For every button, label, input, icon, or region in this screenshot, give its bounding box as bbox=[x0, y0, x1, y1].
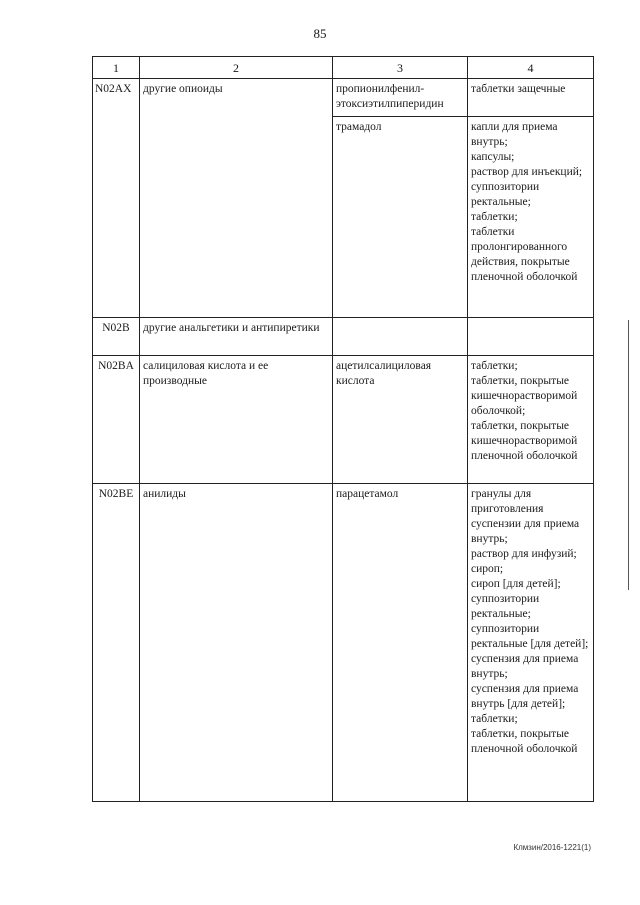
dosage-form-cell: капли для приема внутрь; капсулы; раствор для инъекций; суппозитории ректальные; таблетки; таблетки пролонгированного действия, покрытые пленочной оболочкой bbox=[468, 117, 594, 318]
table-row bbox=[93, 79, 594, 117]
substance-cell: трамадол bbox=[333, 117, 468, 318]
dosage-form-cell: таблетки; таблетки, покрытые кишечнорастворимой оболочкой; таблетки, покрытые кишечнорастворимой пленочной оболочкой bbox=[468, 356, 594, 484]
table-row bbox=[93, 484, 594, 802]
atc-code-cell: N02BA bbox=[93, 356, 140, 484]
atc-code-cell: N02BE bbox=[93, 484, 140, 802]
table-header-row bbox=[93, 57, 594, 79]
substance-cell: пропионилфенил-этоксиэтилпиперидин bbox=[333, 79, 468, 117]
document-reference-footer: Клмзин/2016-1221(1) bbox=[513, 843, 591, 852]
drug-classification-table bbox=[92, 56, 594, 802]
atc-code-cell: N02B bbox=[93, 318, 140, 356]
page-number: 85 bbox=[313, 26, 327, 41]
group-cell: другие опиоиды bbox=[140, 79, 333, 318]
group-cell: другие анальгетики и антипиретики bbox=[140, 318, 333, 356]
dosage-form-cell: гранулы для приготовления суспензии для приема внутрь; раствор для инфузий; сироп; сироп [для детей]; суппозитории ректальные; суппозитории ректальные [для детей]; суспензия для приема внутрь; суспензия для приема внутрь [для детей]; таблетки; таблетки, покрытые пленочной оболочкой bbox=[468, 484, 594, 802]
substance-cell: парацетамол bbox=[333, 484, 468, 802]
substance-cell bbox=[333, 318, 468, 356]
header-col-4: 4 bbox=[468, 57, 594, 79]
table-row bbox=[93, 318, 594, 356]
dosage-form-cell bbox=[468, 318, 594, 356]
group-cell: салициловая кислота и ее производные bbox=[140, 356, 333, 484]
substance-cell: ацетилсалициловая кислота bbox=[333, 356, 468, 484]
scan-edge-line bbox=[628, 320, 629, 590]
header-col-3: 3 bbox=[333, 57, 468, 79]
group-cell: анилиды bbox=[140, 484, 333, 802]
atc-code-cell: N02AX bbox=[93, 79, 140, 318]
header-col-2: 2 bbox=[140, 57, 333, 79]
dosage-form-cell: таблетки защечные bbox=[468, 79, 594, 117]
table-row bbox=[93, 356, 594, 484]
header-col-1: 1 bbox=[93, 57, 140, 79]
